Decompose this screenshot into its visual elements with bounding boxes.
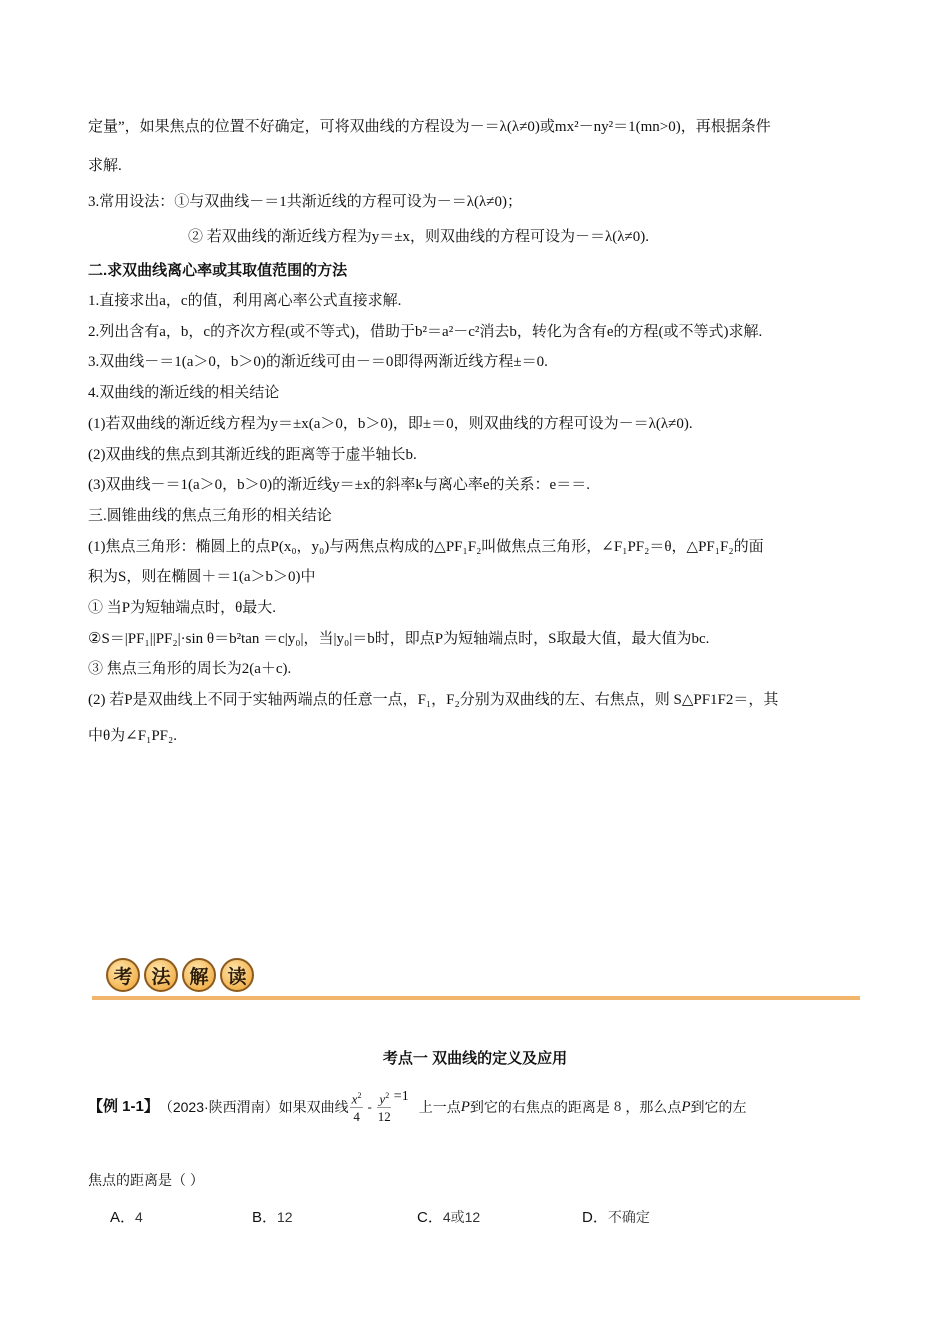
section-heading: 二.求双曲线离心率或其取值范围的方法: [88, 262, 348, 279]
banner-char: 读: [220, 958, 254, 992]
text-line: (2)双曲线的焦点到其渐近线的距离等于虚半轴长b.: [88, 447, 417, 463]
text-line: (1)若双曲线的渐近线方程为y＝±x(a＞0，b＞0)，即±＝0，则双曲线的方程可设为－＝λ(λ≠0).: [88, 416, 693, 432]
option-d[interactable]: D．不确定: [582, 1209, 650, 1226]
banner-char: 解: [182, 958, 216, 992]
topic-title: 考点一 双曲线的定义及应用: [382, 1050, 568, 1067]
banner-char: 考: [106, 958, 140, 992]
text-line: 中θ为∠F₁PF₂.: [88, 728, 177, 744]
text-line: 2.列出含有a，b，c的齐次方程(或不等式)，借助于b²＝a²－c²消去b，转化为含有e的方程(或不等式)求解.: [88, 324, 763, 340]
text-line: (2) 若P是双曲线上不同于实轴两端点的任意一点，F₁，F₂分别为双曲线的左、右焦点，则 S△PF1F2＝，其: [88, 692, 779, 708]
section-heading: 三.圆锥曲线的焦点三角形的相关结论: [88, 508, 332, 524]
example-tag: 【例 1-1】: [88, 1098, 159, 1115]
text-line: ③ 焦点三角形的周长为2(a＋c).: [88, 661, 292, 677]
option-a[interactable]: A．4: [110, 1209, 143, 1226]
banner-char: 法: [144, 958, 178, 992]
option-b[interactable]: B．12: [252, 1209, 293, 1226]
fraction-y2-over-12: $\frac{y^2}{12}$: [376, 1088, 393, 1126]
text-line: ② 若双曲线的渐近线方程为y＝±x，则双曲线的方程可设为－＝λ(λ≠0).: [188, 229, 650, 245]
example-question: 【例 1-1】 （2023·陕西渭南）如果双曲线 $\frac{x^2}{4}$ - $\frac{y^2}{12}$ =1 上一点 P 到它的右焦点的距离是 8 ，那么点 P 到它的左: [88, 1089, 747, 1125]
section-banner: [92, 958, 860, 1004]
text-line: ① 当P为短轴端点时，θ最大.: [88, 600, 277, 616]
text-line: 1.直接求出a，c的值，利用离心率公式直接求解.: [88, 293, 402, 309]
point-p: P: [681, 1099, 691, 1115]
example-question-cont: 焦点的距离是（ ）: [88, 1172, 204, 1188]
minus-sign: -: [367, 1099, 372, 1114]
example-source: （2023·陕西渭南）如果双曲线: [158, 1099, 349, 1115]
text-line: 3.常用设法：①与双曲线－＝1共渐近线的方程可设为－＝λ(λ≠0)；: [88, 194, 523, 210]
text-line: (3)双曲线－＝1(a＞0，b＞0)的渐近线y＝±x的斜率k与离心率e的关系：e＝＝.: [88, 477, 590, 493]
text-line: 3.双曲线－＝1(a＞0，b＞0)的渐近线可由－＝0即得两渐近线方程±＝0.: [88, 354, 548, 370]
text-line: 定量”，如果焦点的位置不好确定，可将双曲线的方程设为－＝λ(λ≠0)或mx²－ny²＝1(mn>0)，再根据条件: [88, 119, 771, 135]
text-line: 求解.: [88, 158, 122, 174]
point-p: P: [460, 1099, 470, 1115]
equals-one: =1: [393, 1089, 409, 1104]
text-line: (1)焦点三角形：椭圆上的点P(x₀，y₀)与两焦点构成的△PF₁F₂叫做焦点三角形，∠F₁PF₂＝θ，△PF₁F₂的面: [88, 539, 764, 555]
option-c[interactable]: C．4或12: [417, 1209, 481, 1226]
distance-value: 8: [613, 1099, 622, 1115]
text-line: ②S＝|PF₁||PF₂|·sin θ＝b²tan ＝c|y₀|，当|y₀|＝b时，即点P为短轴端点时，S取最大值，最大值为bc.: [88, 631, 710, 647]
text-line: 4.双曲线的渐近线的相关结论: [88, 385, 280, 401]
banner-underline: [92, 996, 860, 1000]
text-line: 积为S，则在椭圆＋＝1(a＞b＞0)中: [88, 569, 316, 585]
fraction-x2-over-4: $\frac{x^2}{4}$: [350, 1088, 364, 1126]
